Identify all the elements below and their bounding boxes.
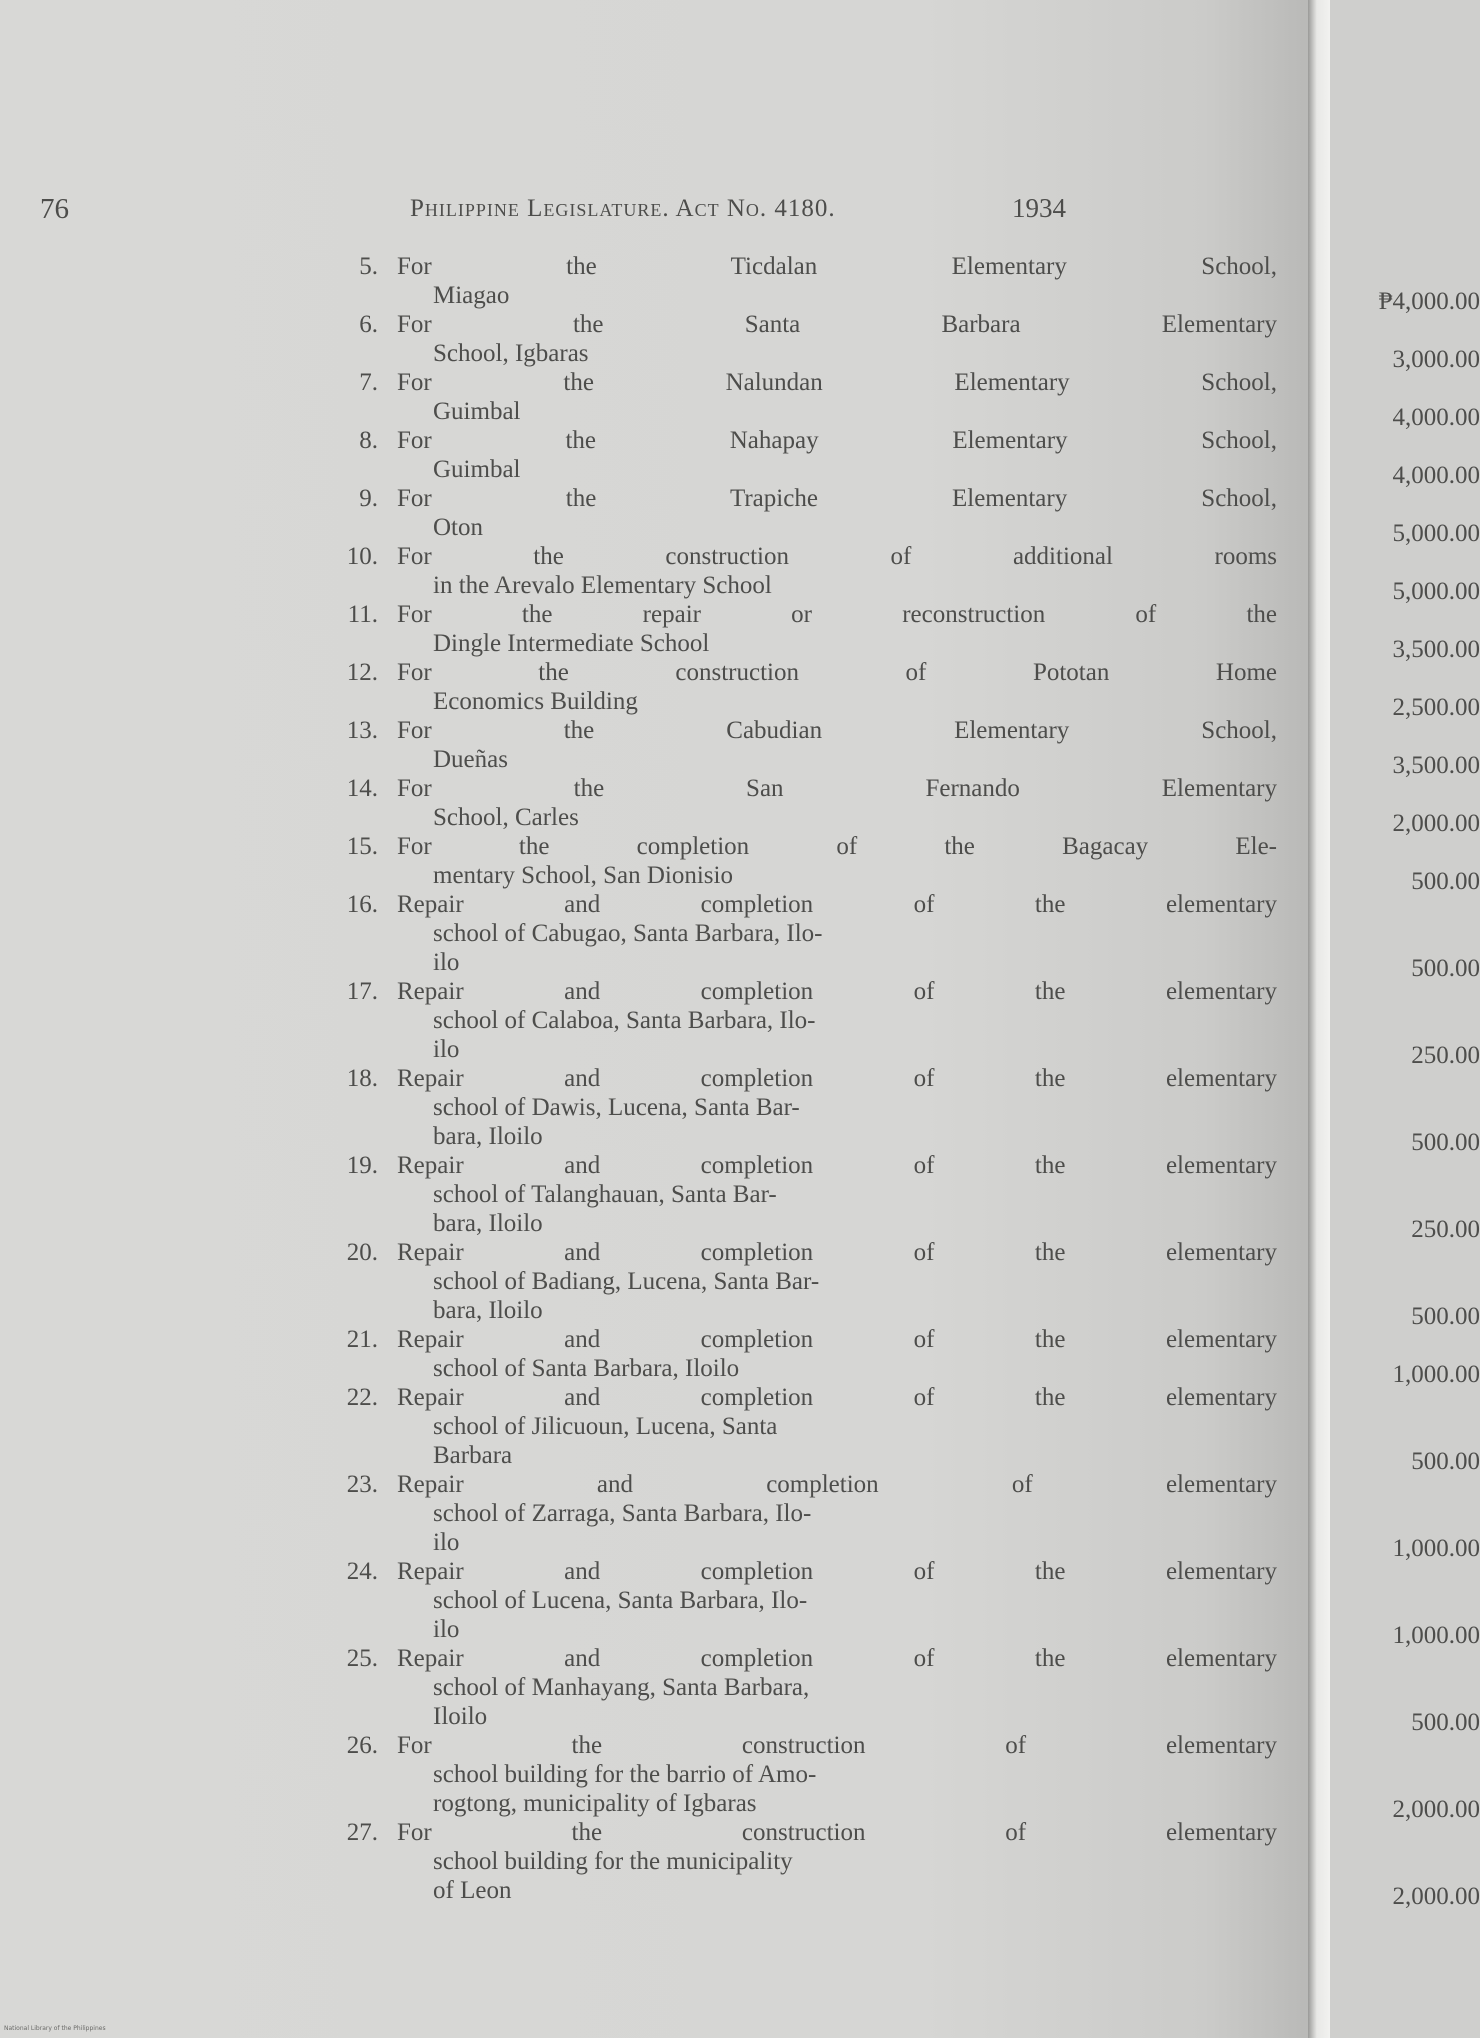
item-number: 9. <box>359 485 378 512</box>
description-line: For the Nalundan Elementary School, <box>397 369 1277 396</box>
appropriation-item <box>340 1557 1480 1649</box>
description-line: bara, Iloilo <box>433 1210 543 1237</box>
item-number: 12. <box>346 659 378 686</box>
item-number: 21. <box>346 1326 378 1353</box>
footer-credit: National Library of the Philippines <box>4 2025 106 2032</box>
item-amount: 2,500.00 <box>1392 694 1480 721</box>
description-line: Repair and completion of the elementary <box>397 1152 1277 1179</box>
appropriation-item <box>340 832 1480 895</box>
item-number: 8. <box>359 427 378 454</box>
appropriation-item <box>340 1238 1480 1330</box>
description-line: For the Nahapay Elementary School, <box>397 427 1277 454</box>
description-line: bara, Iloilo <box>433 1297 543 1324</box>
description-line: school of Badiang, Lucena, Santa Bar- <box>433 1268 820 1295</box>
description-line: Barbara <box>433 1442 513 1469</box>
description-line: rogtong, municipality of Igbaras <box>433 1790 757 1817</box>
description-line: school of Jilicuoun, Lucena, Santa <box>433 1413 778 1440</box>
description-line: For the Santa Barbara Elementary <box>397 311 1277 338</box>
appropriation-item <box>340 1064 1480 1156</box>
description-line: Repair and completion of the elementary <box>397 1065 1277 1092</box>
item-amount: 3,000.00 <box>1392 346 1480 373</box>
year: 1934 <box>1012 193 1066 223</box>
item-number: 19. <box>346 1152 378 1179</box>
appropriation-item <box>340 1644 1480 1736</box>
description-line: Repair and completion of the elementary <box>397 1558 1277 1585</box>
item-amount: 500.00 <box>1411 868 1480 895</box>
description-line: mentary School, San Dionisio <box>433 862 733 889</box>
appropriation-item <box>340 484 1480 547</box>
description-line: School, Carles <box>433 804 579 831</box>
description-line: Repair and completion of the elementary <box>397 891 1277 918</box>
page-header <box>0 193 1310 229</box>
item-number: 26. <box>346 1732 378 1759</box>
item-amount: 3,500.00 <box>1392 752 1480 779</box>
description-line: Guimbal <box>433 398 521 425</box>
item-number: 7. <box>359 369 378 396</box>
item-amount: 5,000.00 <box>1392 520 1480 547</box>
item-number: 18. <box>346 1065 378 1092</box>
appropriation-item <box>340 1818 1480 1910</box>
appropriation-item <box>340 368 1480 431</box>
appropriation-item <box>340 1383 1480 1475</box>
description-line: Oton <box>433 514 483 541</box>
description-line: Repair and completion of the elementary <box>397 978 1277 1005</box>
item-number: 22. <box>346 1384 378 1411</box>
appropriation-item <box>340 310 1480 373</box>
description-line: school of Lucena, Santa Barbara, Ilo- <box>433 1587 808 1614</box>
item-amount: ₱4,000.00 <box>1378 288 1480 315</box>
item-amount: 250.00 <box>1411 1216 1480 1243</box>
item-amount: 1,000.00 <box>1392 1361 1480 1388</box>
appropriation-item <box>340 658 1480 721</box>
description-line: Repair and completion of the elementary <box>397 1326 1277 1353</box>
item-amount: 2,000.00 <box>1392 810 1480 837</box>
appropriation-item <box>340 1325 1480 1388</box>
item-number: 27. <box>346 1819 378 1846</box>
appropriation-item <box>340 426 1480 489</box>
item-number: 14. <box>346 775 378 802</box>
item-amount: 4,000.00 <box>1392 462 1480 489</box>
description-line: Economics Building <box>433 688 638 715</box>
page-number: 76 <box>40 193 69 225</box>
description-line: For the construction of elementary <box>397 1819 1277 1846</box>
description-line: bara, Iloilo <box>433 1123 543 1150</box>
description-line: ilo <box>433 1529 460 1556</box>
appropriation-item <box>340 542 1480 605</box>
appropriation-item <box>340 890 1480 982</box>
item-amount: 3,500.00 <box>1392 636 1480 663</box>
appropriation-item <box>340 1151 1480 1243</box>
description-line: Repair and completion of the elementary <box>397 1645 1277 1672</box>
item-number: 6. <box>359 311 378 338</box>
appropriation-item <box>340 1470 1480 1562</box>
description-line: ilo <box>433 1616 460 1643</box>
description-line: school building for the barrio of Amo- <box>433 1761 817 1788</box>
description-line: For the construction of additional rooms <box>397 543 1277 570</box>
description-line: school of Dawis, Lucena, Santa Bar- <box>433 1094 800 1121</box>
appropriation-item <box>340 252 1480 315</box>
description-line: school of Zarraga, Santa Barbara, Ilo- <box>433 1500 812 1527</box>
item-number: 10. <box>346 543 378 570</box>
item-number: 15. <box>346 833 378 860</box>
item-amount: 1,000.00 <box>1392 1535 1480 1562</box>
item-amount: 500.00 <box>1411 1129 1480 1156</box>
description-line: school of Calaboa, Santa Barbara, Ilo- <box>433 1007 816 1034</box>
item-amount: 1,000.00 <box>1392 1622 1480 1649</box>
item-number: 13. <box>346 717 378 744</box>
description-line: school of Santa Barbara, Iloilo <box>433 1355 740 1382</box>
item-amount: 500.00 <box>1411 955 1480 982</box>
description-line: For the San Fernando Elementary <box>397 775 1277 802</box>
description-line: Iloilo <box>433 1703 488 1730</box>
description-line: For the repair or reconstruction of the <box>397 601 1277 628</box>
item-amount: 500.00 <box>1411 1448 1480 1475</box>
description-line: of Leon <box>433 1877 512 1904</box>
item-number: 20. <box>346 1239 378 1266</box>
item-number: 23. <box>346 1471 378 1498</box>
item-amount: 500.00 <box>1411 1303 1480 1330</box>
item-amount: 250.00 <box>1411 1042 1480 1069</box>
description-line: school of Manhayang, Santa Barbara, <box>433 1674 810 1701</box>
item-number: 17. <box>346 978 378 1005</box>
description-line: For the Ticdalan Elementary School, <box>397 253 1277 280</box>
appropriation-item <box>340 977 1480 1069</box>
description-line: For the construction of Pototan Home <box>397 659 1277 686</box>
description-line: Guimbal <box>433 456 521 483</box>
running-head: Philippine Legislature. Act No. 4180. <box>410 195 836 222</box>
description-line: Dueñas <box>433 746 508 773</box>
item-amount: 2,000.00 <box>1392 1796 1480 1823</box>
description-line: in the Arevalo Elementary School <box>433 572 772 599</box>
description-line: Repair and completion of the elementary <box>397 1239 1277 1266</box>
appropriation-item <box>340 600 1480 663</box>
description-line: For the Trapiche Elementary School, <box>397 485 1277 512</box>
item-amount: 2,000.00 <box>1392 1883 1480 1910</box>
page-edge <box>1308 0 1330 2038</box>
description-line: Dingle Intermediate School <box>433 630 710 657</box>
item-number: 24. <box>346 1558 378 1585</box>
description-line: school of Cabugao, Santa Barbara, Ilo- <box>433 920 823 947</box>
appropriation-item <box>340 1731 1480 1823</box>
item-number: 5. <box>359 253 378 280</box>
item-number: 25. <box>346 1645 378 1672</box>
description-line: Repair and completion of the elementary <box>397 1384 1277 1411</box>
description-line: ilo <box>433 1036 460 1063</box>
item-amount: 500.00 <box>1411 1709 1480 1736</box>
description-line: School, Igbaras <box>433 340 589 367</box>
appropriation-item <box>340 716 1480 779</box>
description-line: For the construction of elementary <box>397 1732 1277 1759</box>
description-line: ilo <box>433 949 460 976</box>
item-amount: 5,000.00 <box>1392 578 1480 605</box>
item-number: 11. <box>347 601 378 628</box>
description-line: For the Cabudian Elementary School, <box>397 717 1277 744</box>
description-line: school of Talanghauan, Santa Bar- <box>433 1181 777 1208</box>
description-line: Repair and completion of elementary <box>397 1471 1277 1498</box>
appropriation-list <box>340 252 1480 1910</box>
description-line: Miagao <box>433 282 510 309</box>
description-line: school building for the municipality <box>433 1848 793 1875</box>
appropriation-item <box>340 774 1480 837</box>
item-number: 16. <box>346 891 378 918</box>
item-amount: 4,000.00 <box>1392 404 1480 431</box>
description-line: For the completion of the Bagacay Ele- <box>397 833 1277 860</box>
